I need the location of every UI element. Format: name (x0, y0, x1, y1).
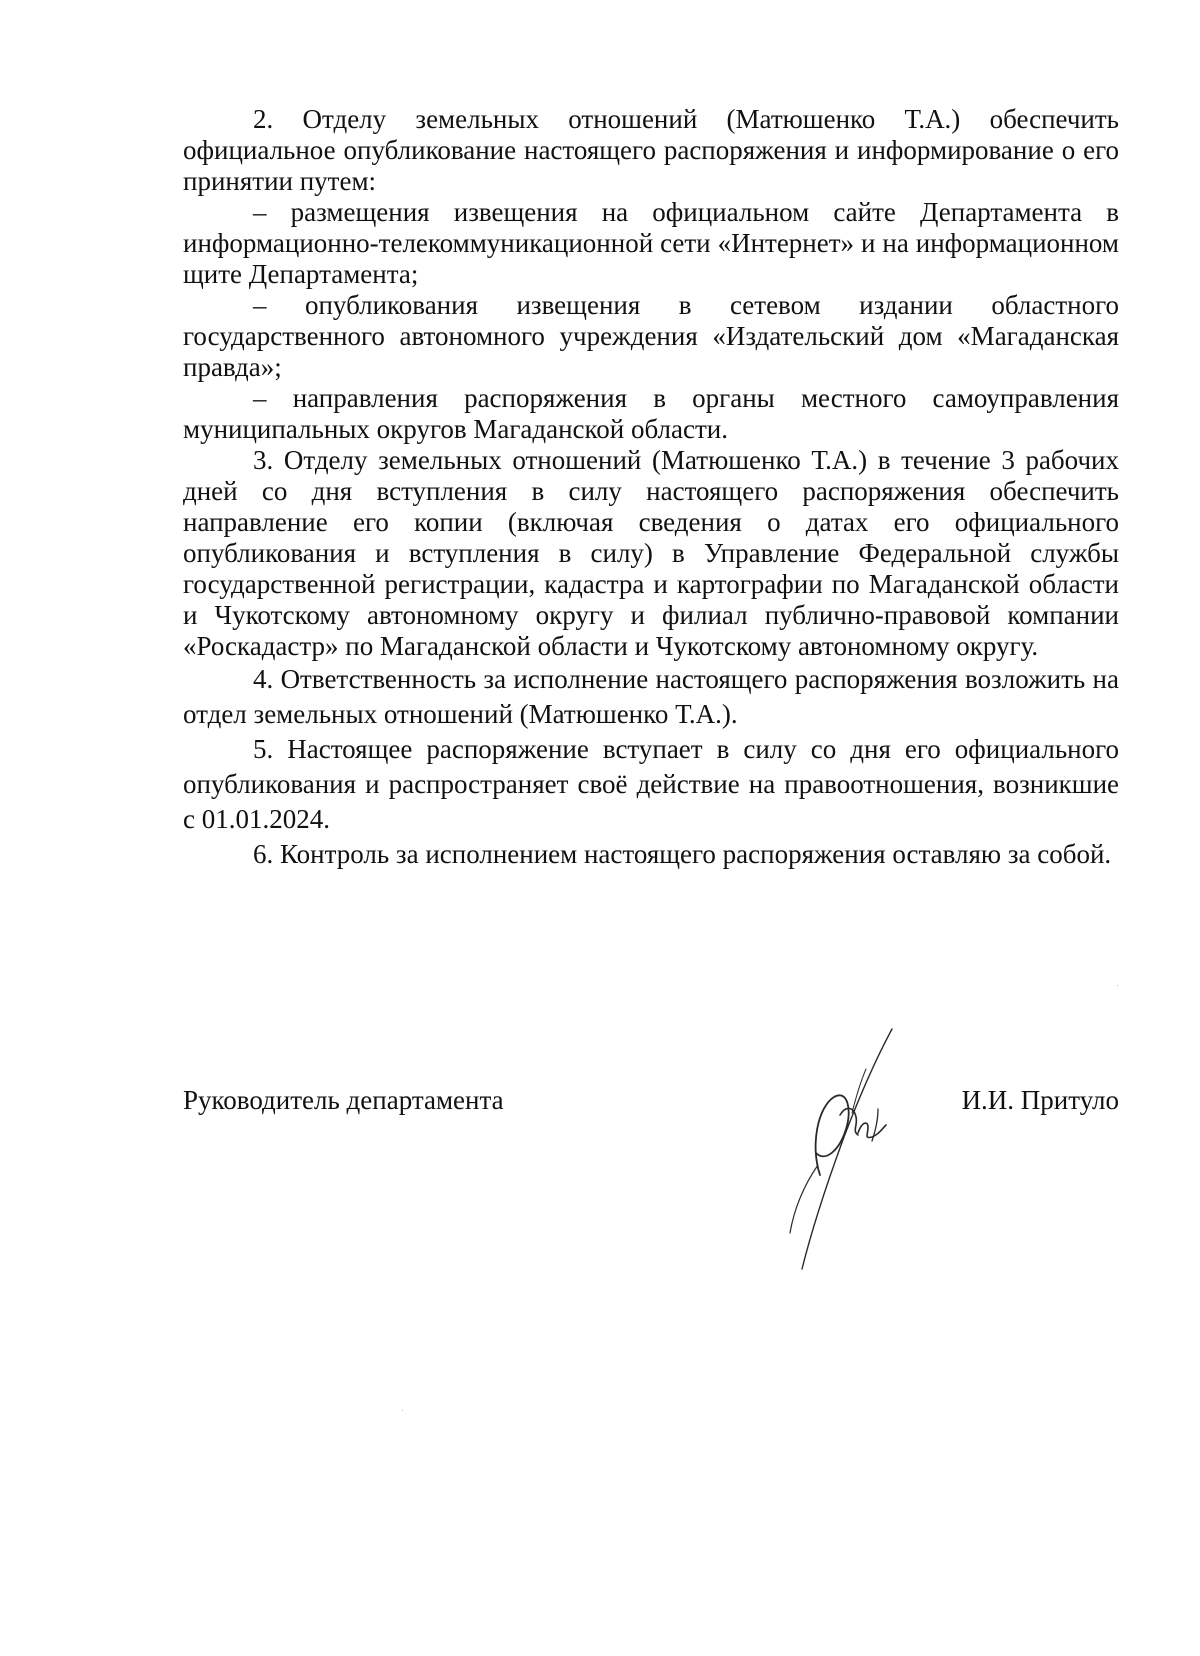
scan-speck (402, 1410, 403, 1411)
paragraph-bullet-municipal: – направления распоряжения в органы местного самоуправления муниципальных округов Магаданской области. (183, 383, 1119, 444)
paragraph-item-3: 3. Отделу земельных отношений (Матюшенко Т.А.) в течение 3 рабочих дней со дня вступления в силу настоящего распоряжения обеспечить направление его копии (включая сведения о датах его официального опубликования и вступления в силу) в Управление Федеральной службы государственной регистрации, кадастра и картографии по Магаданской области и Чукотскому автономному округу и филиал публично-правовой компании «Роскадастр» по Магаданской области и Чукотскому автономному округу. (183, 445, 1119, 661)
signature-block (183, 1085, 1119, 1285)
paragraph-bullet-website: – размещения извещения на официальном сайте Департамента в информационно-телекоммуникационной сети «Интернет» и на информационном щите Департамента; (183, 197, 1119, 289)
paragraph-item-5: 5. Настоящее распоряжение вступает в силу со дня его официального опубликования и распространяет своё действие на правоотношения, возникшие с 01.01.2024. (183, 734, 1119, 834)
paragraph-item-2: 2. Отделу земельных отношений (Матюшенко Т.А.) обеспечить официальное опубликование настоящего распоряжения и информирование о его принятии путем: (183, 104, 1119, 196)
document-body (183, 104, 1119, 872)
signatory-name: И.И. Притуло (961, 1085, 1119, 1115)
paragraph-item-4: 4. Ответственность за исполнение настоящего распоряжения возложить на отдел земельных отношений (Матюшенко Т.А.). (183, 664, 1119, 729)
paragraph-item-6: 6. Контроль за исполнением настоящего распоряжения оставляю за собой. (253, 839, 1112, 869)
paragraph-bullet-publication: – опубликования извещения в сетевом издании областного государственного автономного учреждения «Издательский дом «Магаданская правда»; (183, 290, 1119, 382)
scan-speck (1117, 985, 1118, 986)
handwritten-signature (760, 1025, 920, 1275)
signatory-position: Руководитель департамента (183, 1085, 504, 1115)
